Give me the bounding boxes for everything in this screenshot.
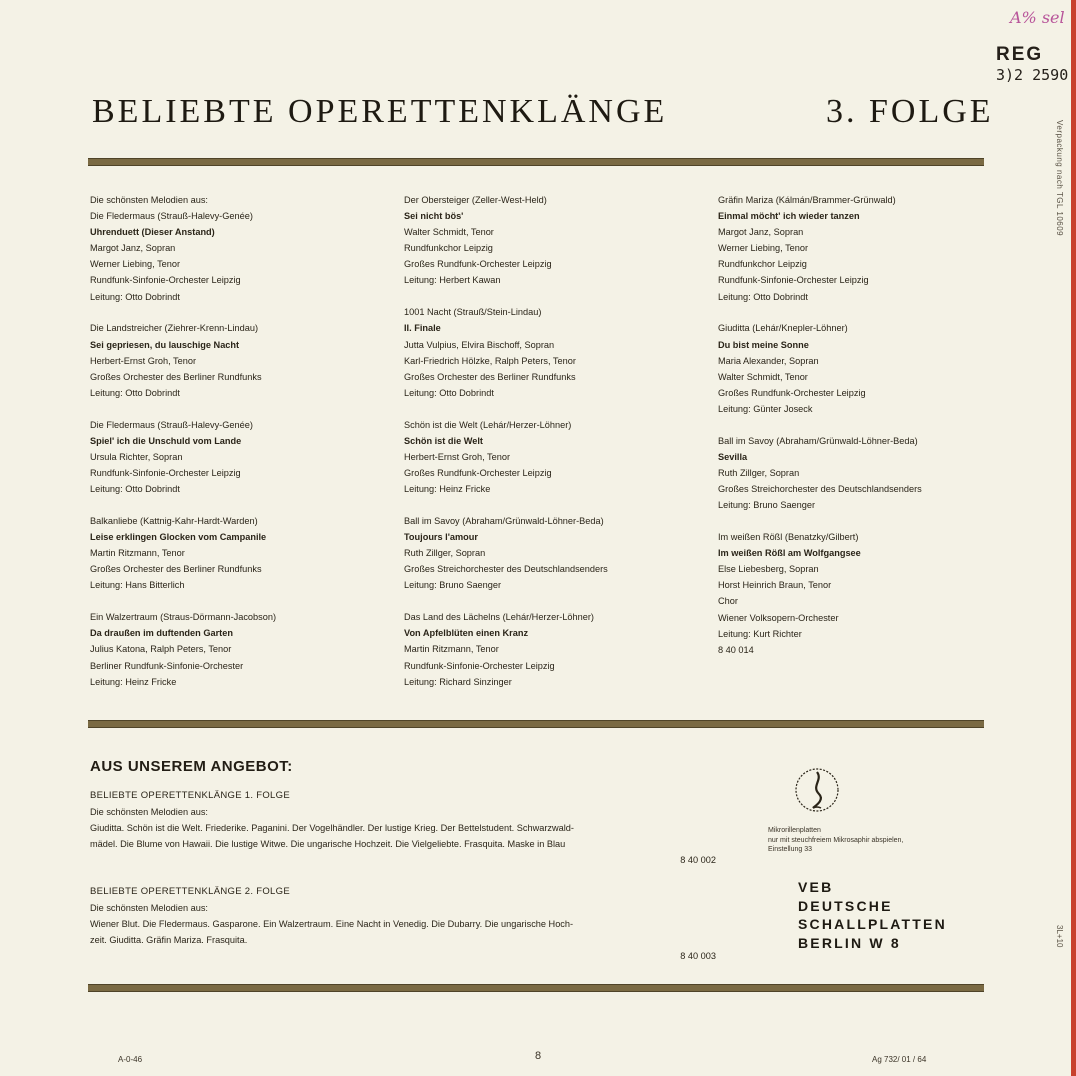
track-entry — [718, 192, 1018, 305]
work-title: Gräfin Mariza (Kálmán/Brammer-Grünwald) — [718, 195, 896, 205]
performer-credit: Ruth Zillger, Sopran — [404, 548, 486, 559]
track-entry — [718, 320, 1018, 417]
track-column-2 — [404, 192, 704, 706]
performer-credit: Großes Orchester des Berliner Rundfunks — [404, 371, 576, 382]
track-entry — [404, 304, 704, 401]
micro-line: nur mit steuchfreiem Mikrosaphir abspielen, — [768, 836, 904, 844]
company-block — [798, 878, 947, 952]
performer-credit: Großes Orchester des Berliner Rundfunks — [90, 564, 262, 575]
track-entry — [404, 417, 704, 497]
performer-credit: Werner Liebing, Tenor — [90, 259, 181, 270]
footer-print-code: Ag 732/ 01 / 64 — [872, 1055, 927, 1064]
track-entry — [718, 529, 1018, 658]
performer-credit: Herbert-Ernst Groh, Tenor — [404, 451, 511, 462]
offer-intro: Die schönsten Melodien aus: — [90, 807, 208, 817]
song-title: Spiel' ich die Unschuld vom Lande — [90, 435, 242, 446]
song-title: Von Apfelblüten einen Kranz — [404, 628, 529, 639]
performer-credit: Großes Orchester des Berliner Rundfunks — [90, 371, 262, 382]
performer-credit: Walter Schmidt, Tenor — [404, 227, 494, 238]
track-entry — [90, 609, 390, 689]
track-entry — [90, 513, 390, 593]
work-title: Im weißen Rößl (Benatzky/Gilbert) — [718, 532, 859, 543]
performer-credit: Margot Janz, Sopran — [90, 243, 176, 254]
offer-intro: Die schönsten Melodien aus: — [90, 903, 208, 913]
track-column-1 — [90, 192, 390, 706]
song-title: Sei gepriesen, du lauschige Nacht — [90, 339, 240, 350]
performer-credit: Rundfunkchor Leipzig — [404, 243, 493, 254]
red-spine-edge — [1071, 0, 1076, 1076]
performer-credit: Großes Streichorchester des Deutschlandsenders — [718, 484, 922, 495]
album-title: BELIEBTE OPERETTENKLÄNGE — [92, 93, 668, 130]
work-title: 1001 Nacht (Strauß/Stein-Lindau) — [404, 307, 542, 318]
work-title: Die Fledermaus (Strauß-Halevy-Genée) — [90, 419, 253, 430]
work-title: Die Landstreicher (Ziehrer-Krenn-Lindau) — [90, 323, 259, 334]
offer-text: Giuditta. Schön ist die Welt. Friederike. Paganini. Der Vogelhändler. Der lustige Krieg. Der Bettelstudent. Schwarzwald- — [90, 823, 574, 833]
work-title: Das Land des Lächelns (Lehár/Herzer-Löhner) — [404, 612, 594, 623]
micro-line: Einstellung 33 — [768, 846, 812, 853]
performer-credit: Else Liebesberg, Sopran — [718, 564, 819, 575]
performer-credit: Martin Ritzmann, Tenor — [404, 644, 499, 655]
work-title: Die Fledermaus (Strauß-Halevy-Genée) — [90, 211, 253, 222]
album-volume: 3. FOLGE — [826, 93, 994, 130]
micro-line: Mikrorillenplatten — [768, 827, 821, 834]
track-entry — [404, 192, 704, 289]
amiga-logo-icon — [793, 766, 841, 814]
track-entry — [404, 609, 704, 689]
performer-credit: Leitung: Herbert Kawan — [404, 275, 501, 286]
performer-credit: Karl-Friedrich Hölzke, Ralph Peters, Tenor — [404, 355, 576, 366]
performer-credit: Leitung: Otto Dobrindt — [404, 387, 494, 398]
performer-credit: Leitung: Otto Dobrindt — [718, 291, 808, 302]
performer-credit: Herbert-Ernst Groh, Tenor — [90, 355, 197, 366]
company-line: SCHALLPLATTEN — [798, 916, 947, 932]
work-title: Balkanliebe (Kattnig-Kahr-Hardt-Warden) — [90, 515, 258, 526]
performer-credit: Leitung: Bruno Saenger — [404, 580, 502, 591]
song-title: Du bist meine Sonne — [718, 339, 809, 350]
bottom-divider — [88, 984, 984, 992]
track-entry — [90, 320, 390, 400]
offer-title: BELIEBTE OPERETTENKLÄNGE 2. FOLGE — [90, 886, 290, 897]
song-title: Im weißen Rößl am Wolfgangsee — [718, 548, 861, 559]
offer-item — [90, 788, 716, 868]
performer-credit: Wiener Volksopern-Orchester — [718, 612, 839, 623]
performer-credit: Rundfunk-Sinfonie-Orchester Leipzig — [404, 660, 555, 671]
footer-left-code: A-0-46 — [118, 1055, 143, 1064]
performer-credit: Großes Rundfunk-Orchester Leipzig — [404, 259, 552, 270]
middle-divider — [88, 720, 984, 728]
track-entry — [90, 192, 390, 305]
performer-credit: Leitung: Richard Sinzinger — [404, 676, 512, 687]
performer-credit: Leitung: Heinz Fricke — [404, 484, 491, 495]
performer-credit: Rundfunk-Sinfonie-Orchester Leipzig — [718, 275, 869, 286]
performer-credit: Maria Alexander, Sopran — [718, 355, 819, 366]
performer-credit: Ursula Richter, Sopran — [90, 451, 183, 462]
top-divider — [88, 158, 984, 166]
performer-credit: Chor — [718, 596, 738, 607]
performer-credit: Rundfunk-Sinfonie-Orchester Leipzig — [90, 275, 241, 286]
performer-credit: Leitung: Bruno Saenger — [718, 500, 816, 511]
microgroove-note — [768, 826, 903, 855]
offer-heading: AUS UNSEREM ANGEBOT: — [90, 758, 293, 775]
footer-center-mark: 8 — [535, 1050, 542, 1062]
performer-credit: Leitung: Hans Bitterlich — [90, 580, 185, 591]
company-line: BERLIN W 8 — [798, 934, 901, 951]
performer-credit: Leitung: Heinz Fricke — [90, 676, 177, 687]
song-title: Einmal möcht' ich wieder tanzen — [718, 211, 860, 222]
performer-credit: Jutta Vulpius, Elvira Bischoff, Sopran — [404, 339, 555, 350]
song-title: Uhrenduett (Dieser Anstand) — [90, 227, 215, 238]
reg-stamp: REG — [996, 44, 1044, 65]
company-line: DEUTSCHE — [798, 897, 893, 914]
performer-credit: Leitung: Otto Dobrindt — [90, 387, 180, 398]
song-title: Sei nicht bös' — [404, 211, 464, 222]
performer-credit: Leitung: Otto Dobrindt — [90, 291, 180, 302]
offer-catalog-number: 8 40 002 — [680, 855, 716, 865]
offer-text: zeit. Giuditta. Gräfin Mariza. Frasquita. — [90, 935, 248, 945]
performer-credit: Großes Rundfunk-Orchester Leipzig — [718, 387, 866, 398]
performer-credit: Julius Katona, Ralph Peters, Tenor — [90, 644, 232, 655]
handwritten-note: A% sel — [1010, 8, 1065, 27]
song-title: Leise erklingen Glocken vom Campanile — [90, 532, 267, 543]
work-title: Ball im Savoy (Abraham/Grünwald-Löhner-Beda) — [404, 515, 604, 526]
performer-credit: Martin Ritzmann, Tenor — [90, 548, 185, 559]
performer-credit: Walter Schmidt, Tenor — [718, 371, 808, 382]
offer-text: Wiener Blut. Die Fledermaus. Gasparone. Ein Walzertraum. Eine Nacht in Venedig. Die Dubarry. Die ungarische Hoch- — [90, 919, 574, 929]
performer-credit: Leitung: Kurt Richter — [718, 628, 802, 639]
catalog-number: 8 40 014 — [718, 644, 754, 655]
performer-credit: Horst Heinrich Braun, Tenor — [718, 580, 832, 591]
side-mark: 3L+10 — [1055, 925, 1064, 948]
work-title: Giuditta (Lehár/Knepler-Löhner) — [718, 323, 848, 334]
company-line: VEB — [798, 879, 834, 895]
performer-credit: Großes Streichorchester des Deutschlandsenders — [404, 564, 608, 575]
work-title: Schön ist die Welt (Lehár/Herzer-Löhner) — [404, 419, 572, 430]
track-entry — [90, 417, 390, 497]
offer-item — [90, 884, 716, 964]
track-column-3 — [718, 192, 1018, 674]
song-title: Toujours l'amour — [404, 532, 478, 543]
performer-credit: Werner Liebing, Tenor — [718, 243, 809, 254]
work-title: Ball im Savoy (Abraham/Grünwald-Löhner-Beda) — [718, 435, 918, 446]
performer-credit: Berliner Rundfunk-Sinfonie-Orchester — [90, 660, 244, 671]
offer-title: BELIEBTE OPERETTENKLÄNGE 1. FOLGE — [90, 790, 290, 801]
performer-credit: Margot Janz, Sopran — [718, 227, 804, 238]
track-entry — [404, 513, 704, 593]
offer-text: mädel. Die Blume von Hawaii. Die lustige Witwe. Die ungarische Hochzeit. Die Vielgeliebte. Frasquita. Maske in Blau — [90, 839, 566, 849]
song-title: Sevilla — [718, 451, 748, 462]
performer-credit: Leitung: Otto Dobrindt — [90, 484, 180, 495]
work-title: Der Obersteiger (Zeller-West-Held) — [404, 195, 547, 205]
performer-credit: Ruth Zillger, Sopran — [718, 468, 800, 478]
reg-number: 3)2 2590 — [996, 66, 1069, 84]
work-title: Ein Walzertraum (Straus-Dörmann-Jacobson) — [90, 612, 277, 623]
song-title: II. Finale — [404, 323, 441, 334]
song-title: Schön ist die Welt — [404, 435, 483, 446]
performer-credit: Rundfunkchor Leipzig — [718, 259, 807, 270]
performer-credit: Rundfunk-Sinfonie-Orchester Leipzig — [90, 468, 241, 478]
track-entry — [718, 433, 1018, 513]
offer-catalog-number: 8 40 003 — [680, 951, 716, 961]
song-title: Da draußen im duftenden Garten — [90, 628, 233, 639]
performer-credit: Großes Rundfunk-Orchester Leipzig — [404, 468, 552, 478]
performer-credit: Leitung: Günter Joseck — [718, 403, 813, 414]
packaging-note: Verpackung nach TGL 10609 — [1055, 120, 1064, 237]
work-title: Die schönsten Melodien aus: — [90, 195, 208, 205]
